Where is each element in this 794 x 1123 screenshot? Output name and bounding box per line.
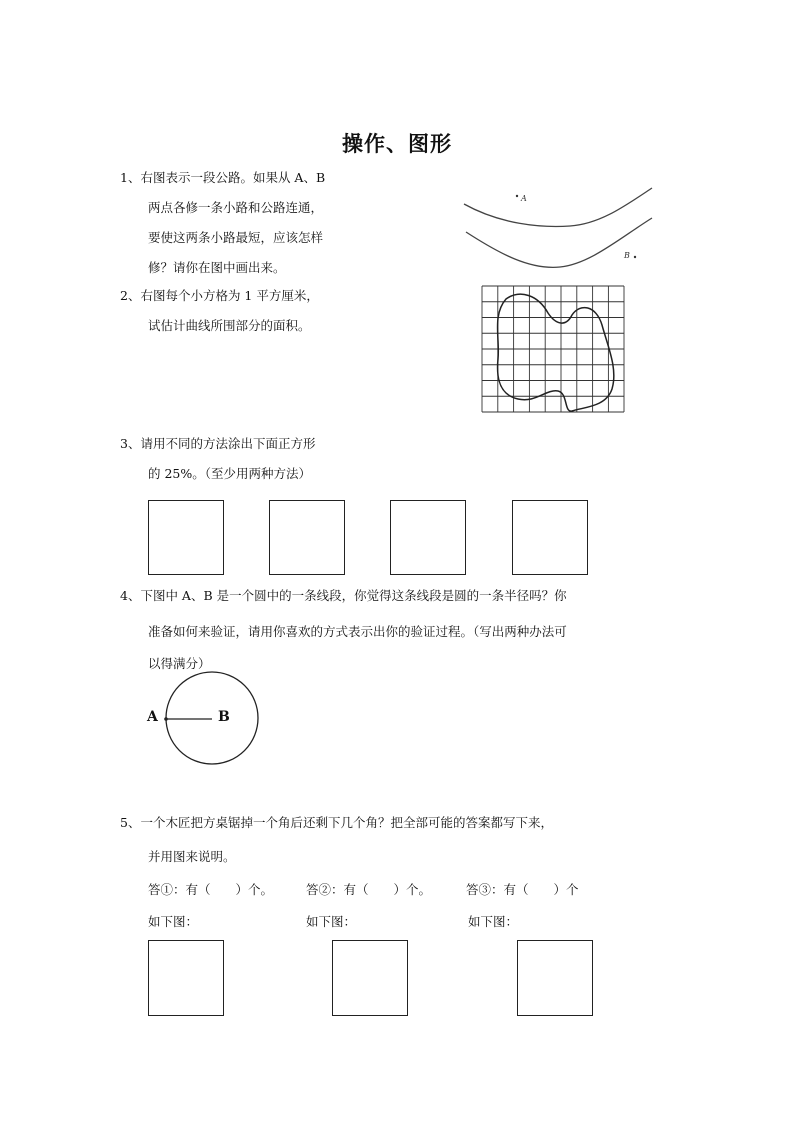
square-2[interactable] (269, 500, 345, 575)
q3-line-2: 的 25%。（至少用两种方法） (148, 466, 312, 481)
figure-label-1: 如下图： (148, 914, 199, 929)
q4-line-3: 以得满分） (148, 656, 211, 671)
road-edge-top (464, 188, 652, 226)
square-3[interactable] (390, 500, 466, 575)
point-b (634, 256, 636, 258)
figure-label-3: 如下图： (468, 914, 519, 929)
grid-lines (482, 286, 624, 412)
square-4[interactable] (512, 500, 588, 575)
circle-figure (144, 668, 264, 768)
circle (166, 672, 258, 764)
answer-3: 答③：有（ ）个 (466, 882, 579, 897)
page-title: 操作、图形 (342, 131, 452, 156)
q5-line-1: 5、一个木匠把方桌锯掉一个角后还剩下几个角？把全部可能的答案都写下来， (120, 815, 553, 830)
q3-line-1: 3、请用不同的方法涂出下面正方形 (120, 436, 316, 451)
q4-line-1: 4、下图中 A、B 是一个圆中的一条线段，你觉得这条线段是圆的一条半径吗？你 (120, 588, 567, 603)
point-a (516, 195, 518, 197)
grid-figure (480, 285, 626, 413)
answer-2: 答②：有（ ）个。 (306, 882, 432, 897)
point-b-label: B (218, 709, 230, 725)
closed-curve (498, 294, 614, 411)
q2-line-2: 试估计曲线所围部分的面积。 (148, 318, 311, 333)
point-a (164, 717, 168, 721)
answer-1: 答①：有（ ）个。 (148, 882, 274, 897)
answer-square-3[interactable] (517, 940, 593, 1016)
q1-line-1: 1、右图表示一段公路。如果从 A、B (120, 170, 326, 185)
answer-square-1[interactable] (148, 940, 224, 1016)
q2-line-1: 2、右图每个小方格为 1 平方厘米， (120, 288, 319, 303)
road-figure (460, 180, 660, 276)
answer-square-2[interactable] (332, 940, 408, 1016)
q5-line-2: 并用图来说明。 (148, 849, 236, 864)
point-a-label: A (521, 194, 527, 203)
q1-line-3: 要使这两条小路最短，应该怎样 (148, 230, 324, 245)
q1-line-2: 两点各修一条小路和公路连通， (148, 200, 324, 215)
q4-line-2: 准备如何来验证，请用你喜欢的方式表示出你的验证过程。（写出两种办法可 (148, 624, 567, 639)
square-1[interactable] (148, 500, 224, 575)
figure-label-2: 如下图： (306, 914, 357, 929)
q1-line-4: 修？请你在图中画出来。 (148, 260, 286, 275)
point-b-label: B (624, 251, 630, 260)
point-a-label: A (147, 709, 158, 725)
